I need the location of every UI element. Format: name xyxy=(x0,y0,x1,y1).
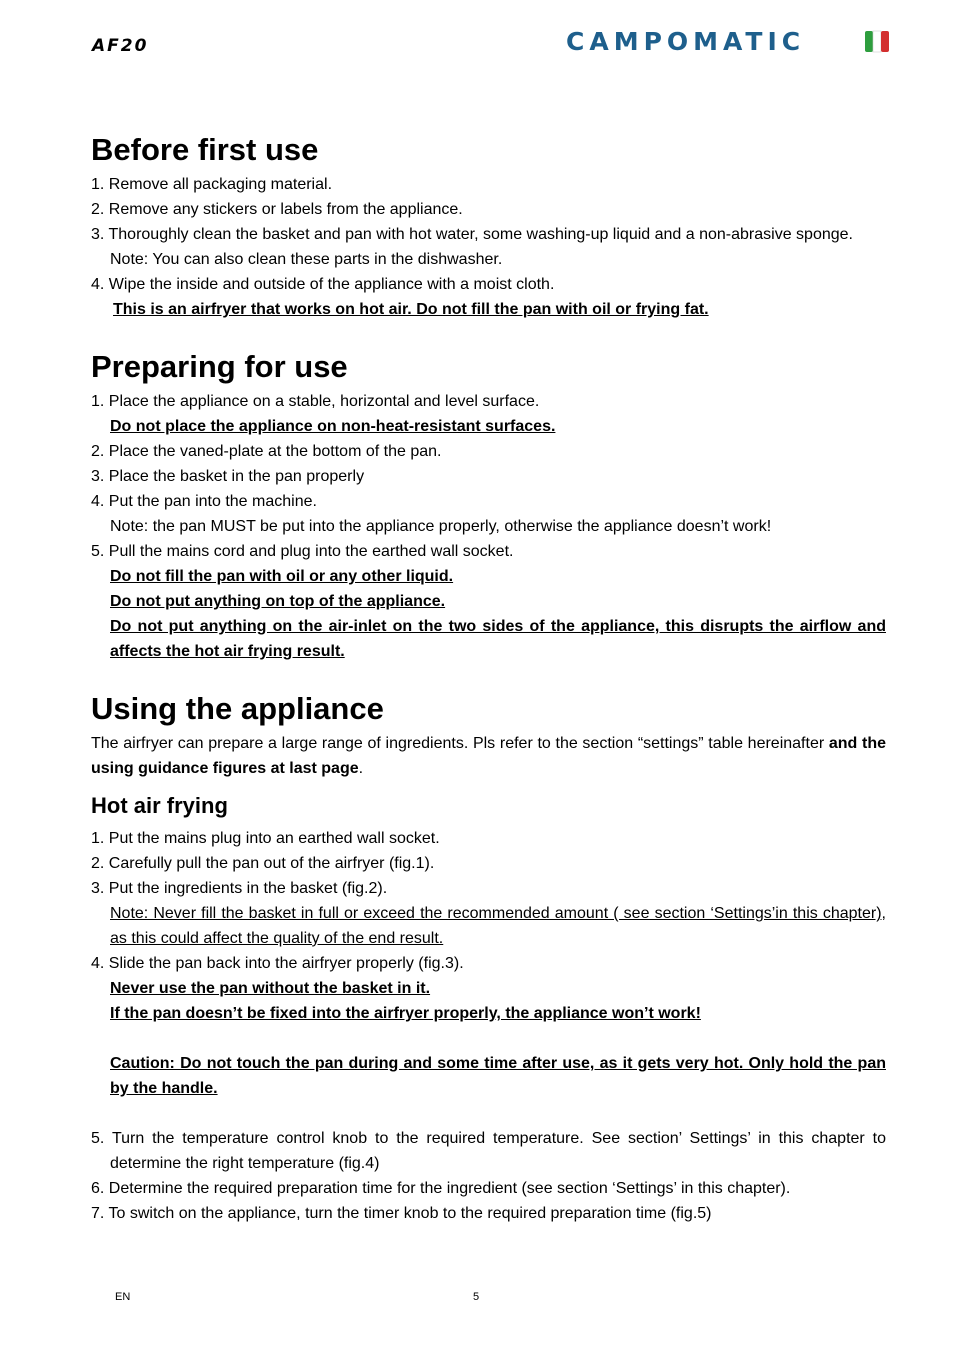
note: Note: the pan MUST be put into the appliance properly, otherwise the appliance doesn’t work! xyxy=(110,518,772,535)
list-item: 2. Remove any stickers or labels from the appliance. xyxy=(91,201,463,218)
note: Note: Never fill the basket in full or exceed the recommended amount ( see section ‘Settings’in this chapter), as this could affect the quality of the end result. xyxy=(110,905,886,947)
warning: If the pan doesn’t be fixed into the airfryer properly, the appliance won’t work! xyxy=(110,1005,701,1022)
subsection-title-hot-air-frying: Hot air frying xyxy=(91,793,228,818)
list-item: 5. Pull the mains cord and plug into the earthed wall socket. xyxy=(91,543,514,560)
list-item: 1. Put the mains plug into an earthed wall socket. xyxy=(91,830,440,847)
warning: Do not put anything on top of the appliance. xyxy=(110,593,446,610)
italian-flag-icon xyxy=(865,31,889,52)
list-item: 7. To switch on the appliance, turn the timer knob to the required preparation time (fig.5) xyxy=(91,1205,712,1222)
list-item: 4. Wipe the inside and outside of the appliance with a moist cloth. xyxy=(91,276,555,293)
warning: This is an airfryer that works on hot air. Do not fill the pan with oil or frying fat. xyxy=(113,301,709,318)
document-body xyxy=(91,128,886,1226)
section-title-before-first-use: Before first use xyxy=(91,132,319,167)
list-item: 2. Carefully pull the pan out of the airfryer (fig.1). xyxy=(91,855,435,872)
list-item: 3. Place the basket in the pan properly xyxy=(91,468,365,485)
list-item: 4. Put the pan into the machine. xyxy=(91,493,317,510)
warning: Do not put anything on the air-inlet on the two sides of the appliance, this disrupts the airflow and affects the hot air frying result. xyxy=(110,618,886,660)
warning: Never use the pan without the basket in it. xyxy=(110,980,431,997)
caution: Caution: Do not touch the pan during and some time after use, as it gets very hot. Only hold the pan by the handle. xyxy=(110,1055,886,1097)
warning: Do not fill the pan with oil or any other liquid. xyxy=(110,568,454,585)
footer-language: EN xyxy=(115,1291,131,1303)
page-header xyxy=(0,0,954,80)
list-item: 2. Place the vaned-plate at the bottom of the pan. xyxy=(91,443,442,460)
note: Note: You can also clean these parts in the dishwasher. xyxy=(110,251,503,268)
list-item: 3. Put the ingredients in the basket (fig.2). xyxy=(91,880,388,897)
page-number: 5 xyxy=(473,1291,480,1303)
intro-paragraph: The airfryer can prepare a large range of ingredients. Pls refer to the section “settings” table hereinafter and the using guidance figures at last page. xyxy=(91,735,887,777)
model-name: AF20 xyxy=(92,36,149,56)
brand-name: CAMPOMATIC xyxy=(566,28,806,56)
campomatic-logo xyxy=(566,28,896,56)
list-item: 1. Place the appliance on a stable, horizontal and level surface. xyxy=(91,393,540,410)
list-item: 1. Remove all packaging material. xyxy=(91,176,333,193)
section-title-preparing-for-use: Preparing for use xyxy=(91,349,348,384)
warning: Do not place the appliance on non-heat-resistant surfaces. xyxy=(110,418,556,435)
list-item: 5. Turn the temperature control knob to the required temperature. See section’ Settings’ in this chapter to determine the right temperature (fig.4) xyxy=(91,1130,886,1172)
list-item: 6. Determine the required preparation time for the ingredient (see section ‘Settings’ in this chapter). xyxy=(91,1180,791,1197)
list-item: 4. Slide the pan back into the airfryer properly (fig.3). xyxy=(91,955,464,972)
section-title-using-the-appliance: Using the appliance xyxy=(91,691,384,726)
list-item: 3. Thoroughly clean the basket and pan with hot water, some washing-up liquid and a non-abrasive sponge. xyxy=(91,226,853,243)
